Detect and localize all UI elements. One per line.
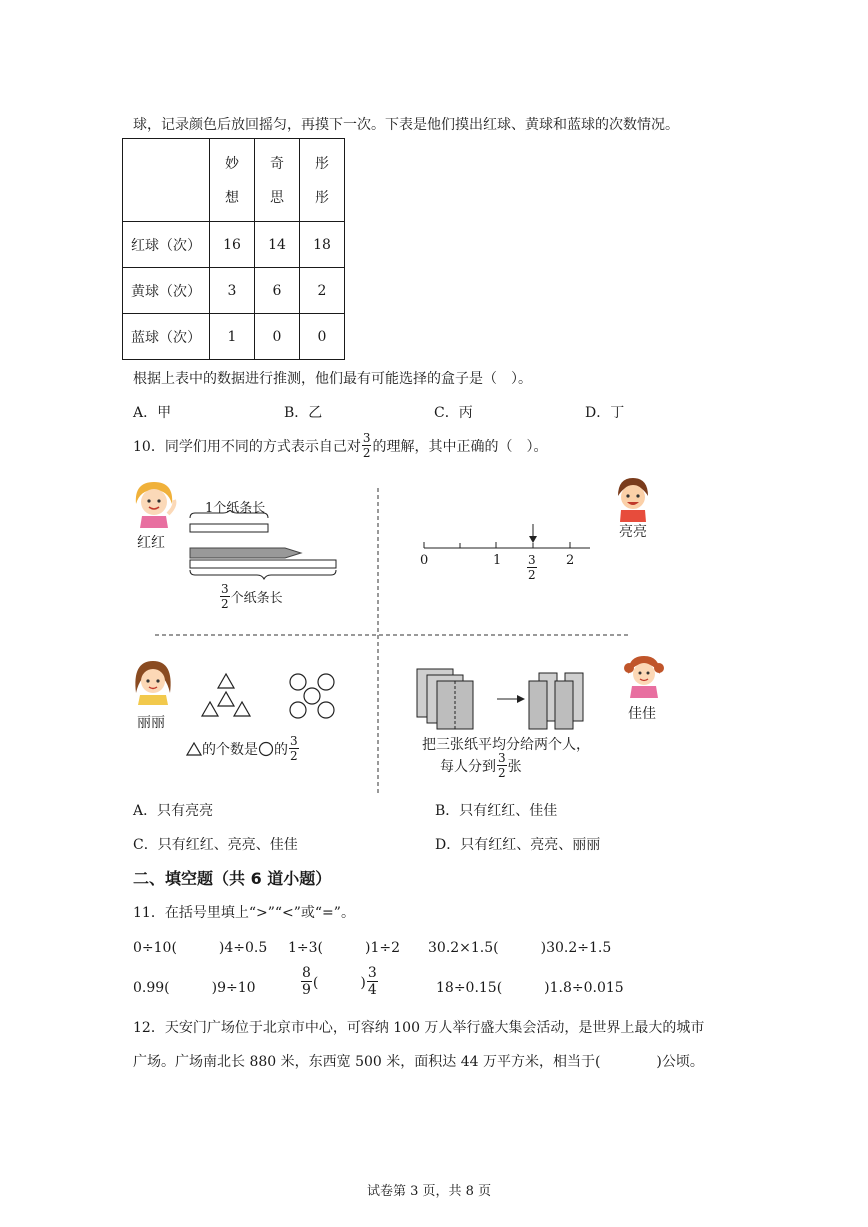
q11-item[interactable]: 0.99( )9÷10 bbox=[133, 980, 256, 996]
honghong-strip-diagram bbox=[185, 510, 343, 580]
fraction: $\frac{3}{2}$ bbox=[290, 734, 298, 763]
circle-icon bbox=[258, 741, 274, 757]
q11-item-fraction-compare[interactable]: $\frac{8}{9}$ ( ) $\frac{3}{4}$ bbox=[302, 965, 377, 998]
jiajia-caption-line1: 把三张纸平均分给两个人， bbox=[422, 737, 590, 753]
table-cell: 0 bbox=[255, 314, 300, 360]
table-cell: 2 bbox=[300, 268, 345, 314]
q9-option-d[interactable]: D．丁 bbox=[585, 405, 625, 421]
q9-option-c[interactable]: C．丙 bbox=[434, 405, 473, 421]
q10-prompt: 10．同学们用不同的方式表示自己对 $\frac{3}{2}$ 的理解，其中正确的（ ）。 bbox=[133, 431, 548, 460]
q11-item[interactable]: 30.2×1.5( )30.2÷1.5 bbox=[428, 940, 612, 956]
q10-option-b[interactable]: B．只有红红、佳佳 bbox=[435, 803, 558, 819]
q11-item[interactable]: 1÷3( )1÷2 bbox=[288, 940, 401, 956]
q11-prompt: 11．在括号里填上“>”“<”或“=”。 bbox=[133, 905, 355, 921]
honghong-top-label: 1个纸条长 bbox=[205, 501, 266, 516]
q10-option-d[interactable]: D．只有红红、亮亮、丽丽 bbox=[435, 837, 601, 853]
honghong-name: 红红 bbox=[137, 535, 165, 551]
table-cell: 6 bbox=[255, 268, 300, 314]
triangle-icon bbox=[186, 742, 202, 756]
section-title: 二、填空题（共 6 道小题） bbox=[133, 869, 332, 888]
fraction: $\frac{3}{4}$ bbox=[367, 965, 377, 998]
table-cell: 0 bbox=[300, 314, 345, 360]
q9-prompt: 根据上表中的数据进行推测，他们最有可能选择的盒子是（ ）。 bbox=[133, 371, 532, 387]
q12-line1: 12．天安门广场位于北京市中心，可容纳 100 万人举行盛大集会活动，是世界上最大的城市 bbox=[133, 1020, 705, 1036]
boy-avatar-icon bbox=[608, 474, 658, 522]
q11-item[interactable]: 18÷0.15( )1.8÷0.015 bbox=[436, 980, 624, 996]
fraction: $\frac{3}{2}$ bbox=[221, 582, 229, 611]
girl-avatar-icon bbox=[620, 652, 668, 698]
honghong-bottom-label: $\frac{3}{2}$ 个纸条长 bbox=[221, 582, 283, 611]
row-label: 黄球（次） bbox=[123, 268, 210, 314]
girl-avatar-icon bbox=[130, 655, 176, 705]
fraction: $\frac{3}{2}$ bbox=[528, 553, 536, 582]
row-label: 蓝球（次） bbox=[123, 314, 210, 360]
q11-item[interactable]: 0÷10( )4÷0.5 bbox=[133, 940, 268, 956]
q9-option-b[interactable]: B．乙 bbox=[284, 405, 323, 421]
tick-label-1: 1 bbox=[493, 553, 502, 568]
lili-name: 丽丽 bbox=[137, 715, 165, 731]
table-cell: 3 bbox=[210, 268, 255, 314]
table-cell: 14 bbox=[255, 222, 300, 268]
tick-label-2: 2 bbox=[566, 553, 575, 568]
table-row bbox=[123, 314, 345, 360]
table-cell: 16 bbox=[210, 222, 255, 268]
fraction: $\frac{3}{2}$ bbox=[498, 751, 506, 780]
liangliang-name: 亮亮 bbox=[619, 524, 647, 540]
number-line-marker-label bbox=[526, 554, 538, 581]
lili-caption: 的个数是 的 $\frac{3}{2}$ bbox=[186, 735, 300, 762]
q12-line2: 广场。广场南北长 880 米，东西宽 500 米，面积达 44 万平方米，相当于( )公顷。 bbox=[133, 1054, 704, 1070]
q10-option-a[interactable]: A．只有亮亮 bbox=[133, 803, 214, 819]
jiajia-name: 佳佳 bbox=[628, 706, 656, 722]
fraction: $\frac{3}{2}$ bbox=[362, 431, 371, 460]
fraction: $\frac{8}{9}$ bbox=[302, 965, 311, 998]
table-header-row bbox=[123, 139, 345, 222]
results-table bbox=[122, 138, 345, 360]
circles-group bbox=[286, 670, 346, 722]
table-cell: 18 bbox=[300, 222, 345, 268]
table-row bbox=[123, 268, 345, 314]
table-header-cell: 妙 想 bbox=[210, 139, 255, 222]
q9-option-a[interactable]: A．甲 bbox=[133, 405, 172, 421]
jiajia-caption-line2: 每人分到 $\frac{3}{2}$ 张 bbox=[440, 751, 522, 780]
table-header-cell: 彤 彤 bbox=[300, 139, 345, 222]
q10-option-c[interactable]: C．只有红红、亮亮、佳佳 bbox=[133, 837, 298, 853]
table-cell: 1 bbox=[210, 314, 255, 360]
table-row bbox=[123, 222, 345, 268]
girl-avatar-icon bbox=[128, 476, 180, 528]
triangles-group bbox=[196, 668, 256, 722]
page-footer: 试卷第 3 页，共 8 页 bbox=[367, 1184, 492, 1199]
row-label: 红球（次） bbox=[123, 222, 210, 268]
intro-line: 球，记录颜色后放回摇匀，再摸下一次。下表是他们摸出红球、黄球和蓝球的次数情况。 bbox=[133, 117, 679, 133]
table-corner-cell bbox=[123, 139, 210, 222]
tick-label-0: 0 bbox=[420, 553, 429, 568]
paper-division-diagram bbox=[413, 665, 593, 733]
table-header-cell: 奇 思 bbox=[255, 139, 300, 222]
